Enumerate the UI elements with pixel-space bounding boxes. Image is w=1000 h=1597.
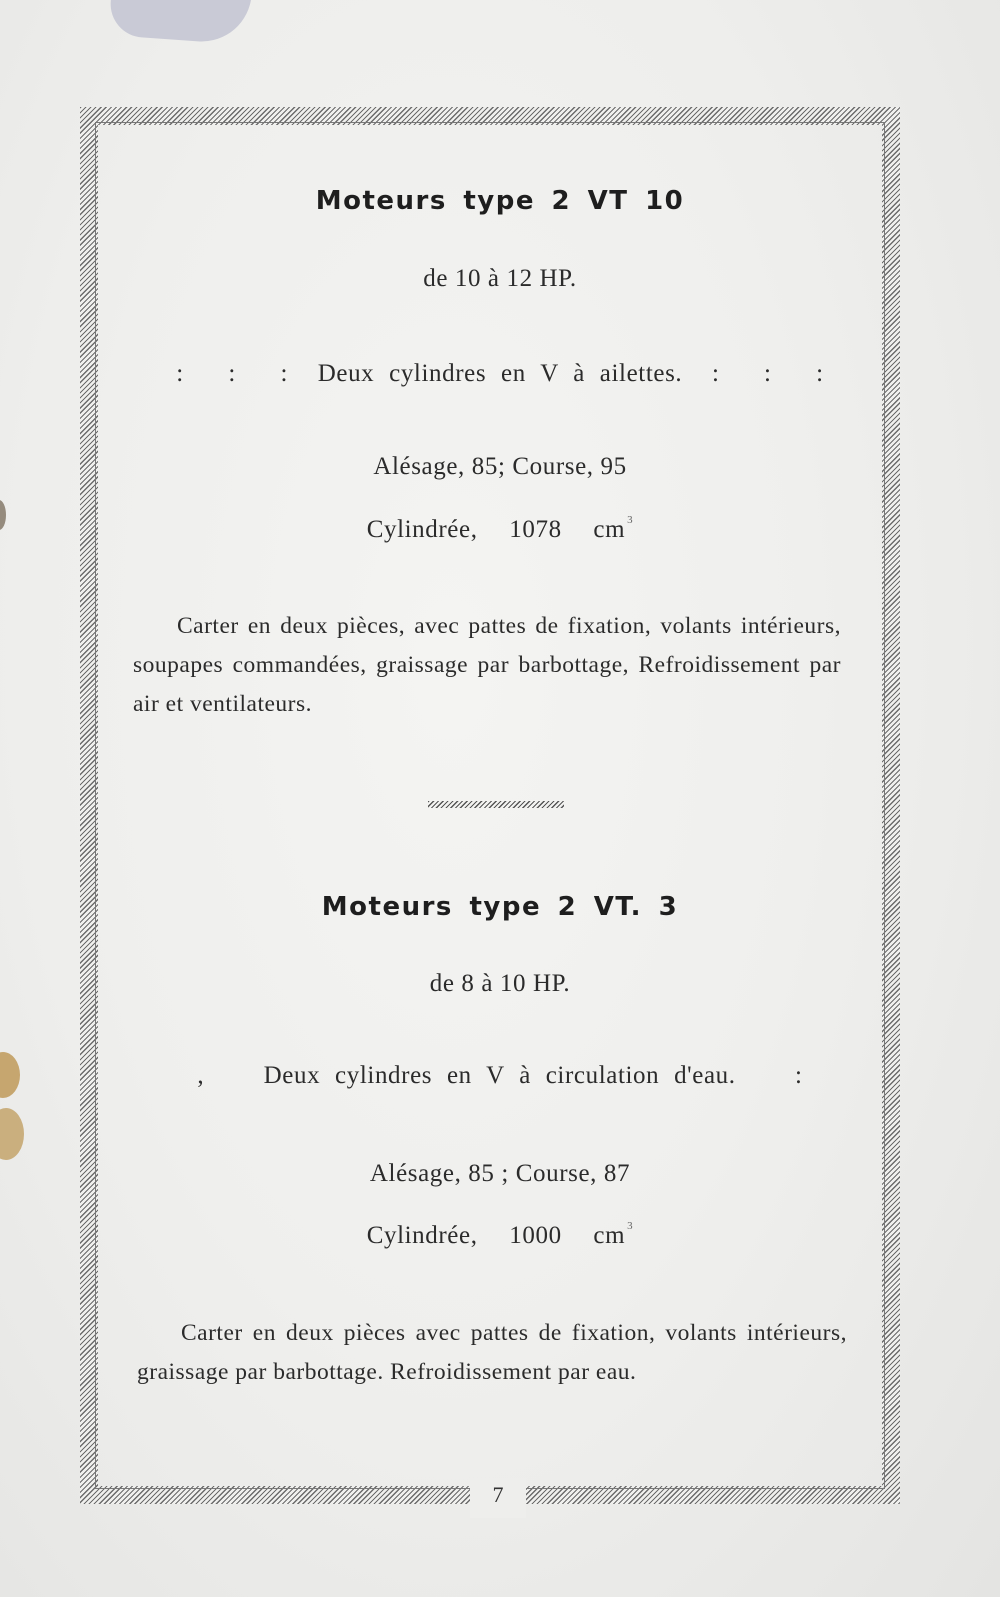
section2-power: de 8 à 10 HP. [429, 970, 571, 997]
paper-stain [0, 500, 6, 530]
section1-displacement [100, 514, 900, 544]
displacement-unit: cm [593, 1222, 626, 1249]
displacement-label: Cylindrée, [366, 1222, 478, 1249]
section1-bore-stroke: Alésage, 85; Course, 95 [373, 453, 627, 480]
section1-power: de 10 à 12 HP. [423, 265, 577, 292]
displacement-exponent: 3 [627, 1220, 634, 1232]
displacement-unit: cm [593, 516, 626, 543]
section2-description [137, 1314, 847, 1392]
paper-stain [0, 1052, 20, 1098]
page-number: 7 [492, 1482, 504, 1507]
displacement-label: Cylindrée, [366, 516, 478, 543]
paper-stain [0, 1108, 24, 1160]
section2-displacement [100, 1220, 900, 1250]
displacement-value: 1000 [509, 1222, 562, 1249]
description-text: Carter en deux pièces avec pattes de fixation, volants intérieurs, graissage par barbottage. Refroidissement par eau. [137, 1320, 847, 1385]
torn-corner [108, 0, 251, 45]
section2-bore-stroke: Alésage, 85 ; Course, 87 [369, 1160, 631, 1187]
section1-description [133, 607, 841, 724]
section1-title: Moteurs type 2 VT 10 [315, 186, 685, 216]
displacement-value: 1078 [509, 516, 562, 543]
section2-cylinders: , Deux cylindres en V à circulation d'eau. : [197, 1062, 803, 1089]
section-divider [428, 801, 564, 808]
section2-title: Moteurs type 2 VT. 3 [321, 892, 679, 922]
description-text: Carter en deux pièces, avec pattes de fixation, volants intérieurs, soupapes commandées, graissage par barbottage, Refroidissement par air et ventilateurs. [133, 613, 841, 717]
section1-cylinders: : : : Deux cylindres en V à ailettes. : : : [176, 360, 824, 387]
displacement-exponent: 3 [627, 514, 634, 526]
